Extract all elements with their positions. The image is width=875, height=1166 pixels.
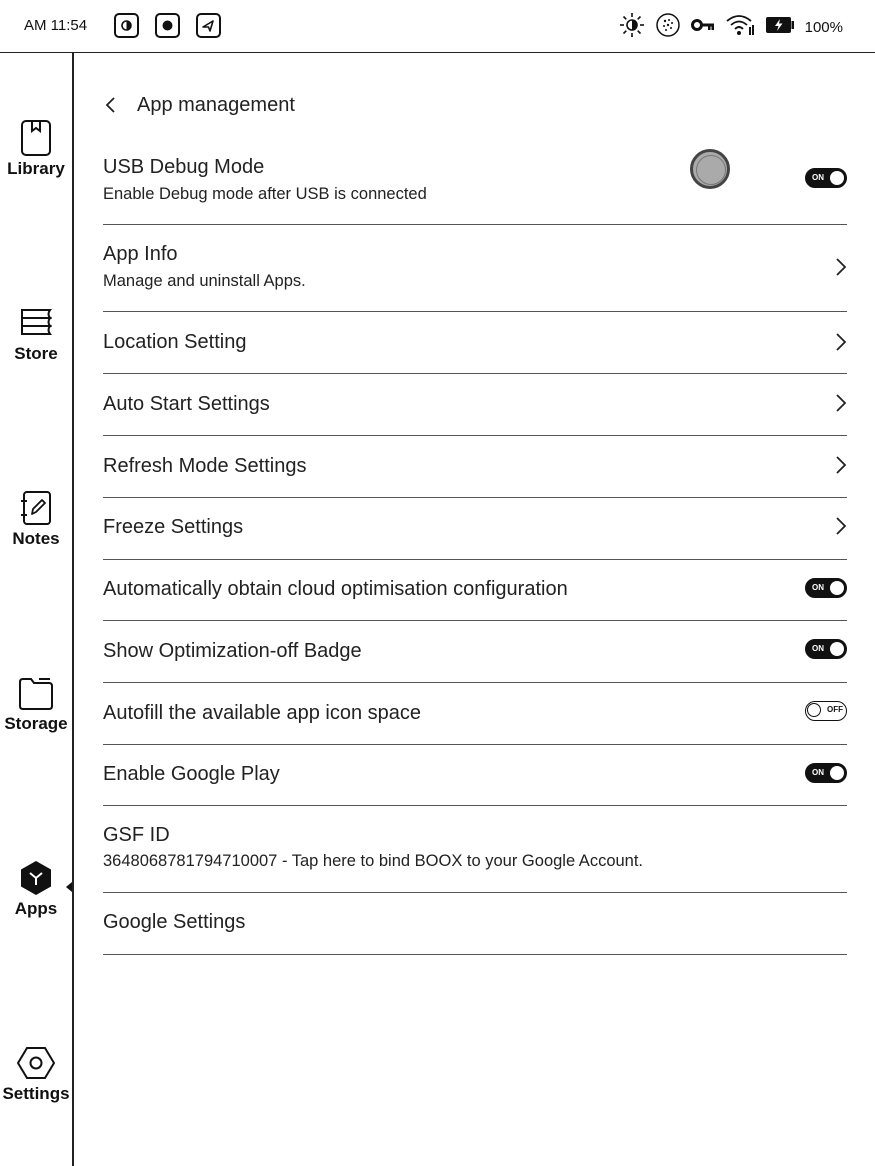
status-time: AM 11:54 — [24, 17, 88, 34]
usb-debug-label: USB Debug Mode — [103, 156, 265, 178]
chevron-right-icon — [835, 393, 847, 418]
chevron-right-icon — [835, 516, 847, 541]
active-indicator — [66, 882, 72, 892]
freeze-settings-label: Freeze Settings — [103, 516, 244, 538]
sidebar-item-notes[interactable] — [0, 489, 72, 549]
chevron-right-icon — [835, 332, 847, 357]
record-icon[interactable] — [155, 13, 180, 38]
google-settings-row[interactable] — [103, 893, 847, 955]
usb-debug-desc: Enable Debug mode after USB is connected — [103, 185, 427, 203]
optimization-badge-label: Show Optimization-off Badge — [103, 640, 362, 662]
google-play-toggle[interactable] — [805, 763, 847, 783]
google-play-row[interactable] — [103, 745, 847, 806]
gsf-id-row[interactable] — [103, 806, 847, 893]
sidebar-item-label: Apps — [14, 899, 58, 918]
cloud-optimisation-label: Automatically obtain cloud optimisation configuration — [103, 578, 568, 600]
location-setting-label: Location Setting — [103, 331, 247, 353]
freeze-settings-row[interactable] — [103, 498, 847, 560]
gsf-id-value: 3648068781794710007 - Tap here to bind BOOX to your Google Account. — [103, 852, 644, 870]
sidebar-item-label: Settings — [2, 1084, 70, 1103]
optimization-badge-row[interactable] — [103, 621, 847, 683]
sidebar-nav — [0, 53, 74, 1166]
library-icon — [19, 119, 53, 157]
sidebar-item-label: Notes — [12, 529, 60, 548]
autofill-icon-space-row[interactable] — [103, 683, 847, 745]
app-info-label: App Info — [103, 243, 178, 265]
toggle-state: ON — [812, 583, 824, 592]
apps-icon — [17, 859, 55, 897]
autofill-icon-space-label: Autofill the available app icon space — [103, 702, 421, 724]
toggle-state: ON — [812, 173, 824, 182]
sidebar-item-apps[interactable] — [0, 859, 72, 919]
battery-icon — [765, 16, 795, 39]
refresh-mode-icon[interactable] — [655, 12, 681, 43]
touch-indicator — [690, 149, 730, 189]
settings-icon — [17, 1044, 55, 1082]
app-info-row[interactable] — [103, 225, 847, 312]
page-header — [103, 90, 295, 120]
chevron-right-icon — [835, 455, 847, 480]
chevron-right-icon — [835, 257, 847, 282]
vpn-key-icon — [691, 15, 715, 40]
send-icon[interactable] — [196, 13, 221, 38]
sidebar-item-settings[interactable] — [0, 1044, 72, 1104]
auto-start-label: Auto Start Settings — [103, 393, 270, 415]
toggle-state: ON — [812, 768, 824, 777]
toggle-state: OFF — [827, 704, 843, 714]
sidebar-item-library[interactable] — [0, 119, 72, 179]
sidebar-item-label: Storage — [4, 714, 68, 733]
brightness-icon[interactable] — [619, 12, 645, 43]
cloud-optimisation-toggle[interactable] — [805, 578, 847, 598]
contrast-icon[interactable] — [114, 13, 139, 38]
location-setting-row[interactable] — [103, 312, 847, 374]
back-icon[interactable] — [103, 94, 125, 116]
auto-start-row[interactable] — [103, 374, 847, 436]
sidebar-item-store[interactable] — [0, 304, 72, 364]
status-icons — [619, 12, 843, 42]
sidebar-item-label: Store — [14, 344, 58, 363]
usb-debug-toggle[interactable] — [805, 168, 847, 188]
sidebar-item-label: Library — [7, 159, 65, 178]
page-title: App management — [137, 93, 295, 116]
toggle-state: ON — [812, 644, 824, 653]
google-settings-label: Google Settings — [103, 911, 246, 933]
optimization-badge-toggle[interactable] — [805, 639, 847, 659]
wifi-icon — [725, 13, 755, 42]
store-icon — [17, 304, 55, 342]
cloud-optimisation-row[interactable] — [103, 560, 847, 621]
gsf-id-label: GSF ID — [103, 824, 170, 846]
status-bar — [0, 0, 875, 53]
battery-percent: 100% — [804, 18, 843, 36]
app-info-desc: Manage and uninstall Apps. — [103, 272, 306, 290]
storage-icon — [17, 674, 55, 712]
usb-debug-row[interactable] — [103, 148, 847, 225]
refresh-mode-label: Refresh Mode Settings — [103, 455, 307, 477]
sidebar-item-storage[interactable] — [0, 674, 72, 734]
notes-icon — [17, 489, 55, 527]
autofill-icon-space-toggle[interactable] — [805, 701, 847, 721]
google-play-label: Enable Google Play — [103, 763, 280, 785]
refresh-mode-row[interactable] — [103, 436, 847, 498]
